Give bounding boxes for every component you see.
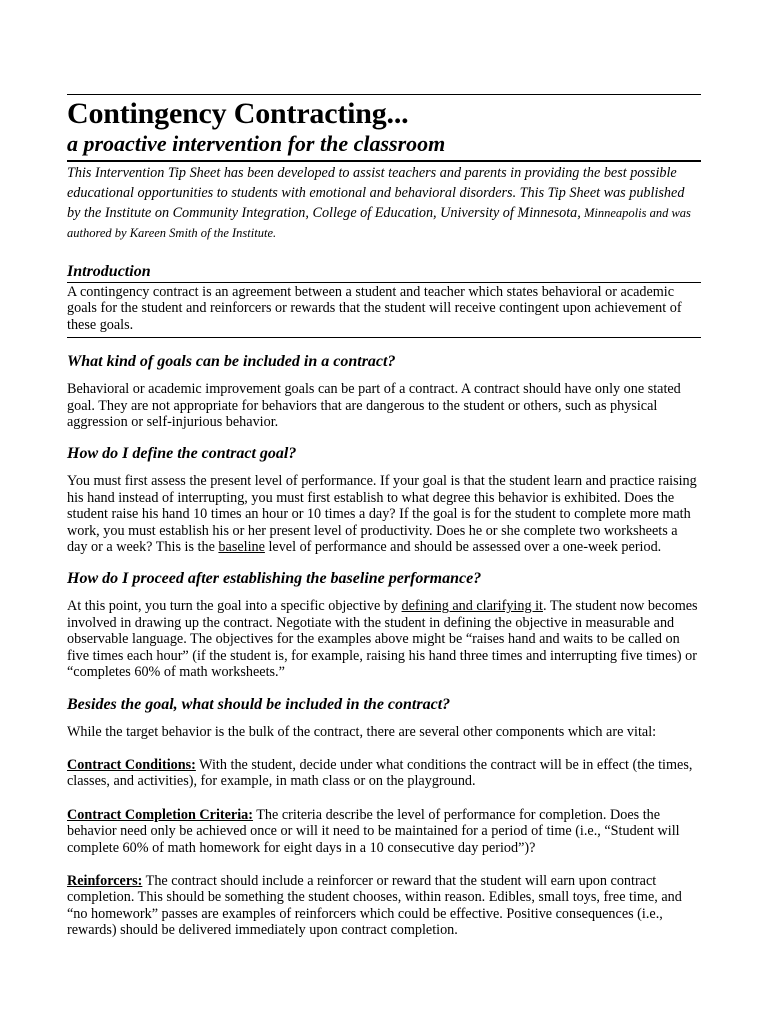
subtitle-rule [67, 160, 701, 162]
proceed-text [67, 598, 701, 680]
tip-sheet-main: This Intervention Tip Sheet has been developed to assist teachers and parents in providing the best possible educational opportunities to students with emotional and behavioral disorders. This Tip Sheet was published by the Institute on Community Integration, College of Education, University of Minnesota, [67, 165, 685, 221]
document-page [67, 94, 701, 939]
introduction-text: A contingency contract is an agreement between a student and teacher which states behavioral or academic goals for the student and reinforcers or rewards that the student will receive contingent upon achievement of these goals. [67, 284, 682, 333]
define-heading: How do I define the contract goal? [67, 445, 297, 463]
component-conditions [67, 757, 701, 790]
page-subtitle: a proactive intervention for the classroom [67, 131, 446, 156]
besides-section [67, 695, 701, 740]
component-text: The contract should include a reinforcer or reward that the student will earn upon contract completion. This should be something the student chooses, within reason. Edibles, small toys, free time, and “no homework” passes are examples of reinforcers which could be effective. Positive consequences (i.e., rewards) should be delivered immediately upon contract completion. [67, 872, 682, 939]
besides-heading: Besides the goal, what should be included in the contract? [67, 695, 451, 713]
component-text: With the student, decide under what conditions the contract will be in effect (the times, classes, and activities), for example, in math class or on the playground. [67, 756, 693, 790]
component-term: Reinforcers: [67, 872, 143, 889]
tip-sheet-note [67, 163, 701, 243]
component-text: The criteria describe the level of performance for completion. Does the behavior need only be achieved once or will it need to be maintained for a period of time (i.e., “Student will complete 60% of math homework for eight days in a 10 consecutive day period”)? [67, 806, 680, 856]
component-reinforcers [67, 873, 701, 939]
introduction-rule-bottom [67, 337, 701, 338]
tip-sheet-small: Minneapolis and was authored by Kareen Smith of the Institute. [67, 206, 691, 240]
define-section [67, 444, 701, 555]
proceed-text-before: At this point, you turn the goal into a specific objective by [67, 598, 402, 615]
proceed-defining-term: defining and clarifying it [401, 598, 543, 615]
proceed-section [67, 569, 701, 680]
proceed-text-after: . The student now becomes involved in drawing up the contract. Negotiate with the student in defining the objective in measurable and observable language. The objectives for the examples above might be “raises hand and waits to be called on five times each hour” (if the student is, for example, raising his hand three times and interrupting five times) or “completes 60% of math worksheets.” [67, 598, 698, 681]
component-completion-criteria [67, 807, 701, 856]
component-term: Contract Conditions: [67, 756, 196, 773]
introduction-heading: Introduction [67, 263, 151, 280]
define-text [67, 473, 701, 555]
introduction-section [67, 262, 701, 338]
proceed-heading: How do I proceed after establishing the baseline performance? [67, 570, 482, 588]
goals-text: Behavioral or academic improvement goals can be part of a contract. A contract should have only one stated goal. They are not appropriate for behaviors that are dangerous to the student or others, such as physical aggression or self-injurious behavior. [67, 381, 681, 431]
goals-heading: What kind of goals can be included in a contract? [67, 353, 396, 371]
define-baseline-term: baseline [218, 539, 265, 556]
define-text-after: level of performance and should be assessed over a one-week period. [264, 539, 662, 556]
goals-section [67, 352, 701, 430]
page-title: Contingency Contracting... [67, 97, 409, 130]
besides-text: While the target behavior is the bulk of the contract, there are several other components which are vital: [67, 723, 657, 740]
introduction-rule-top [67, 282, 701, 283]
define-text-before: You must first assess the present level of performance. If your goal is that the student learn and practice raising his hand instead of interrupting, you must first establish to what degree this behavior is exhibited. Does the student raise his hand 10 times an hour or 10 times a day? If the goal is for the student to complete more math work, you must establish his or her present level of productivity. Does he or she complete two worksheets a day or a week? This is the [67, 473, 697, 556]
component-term: Contract Completion Criteria: [67, 806, 253, 823]
